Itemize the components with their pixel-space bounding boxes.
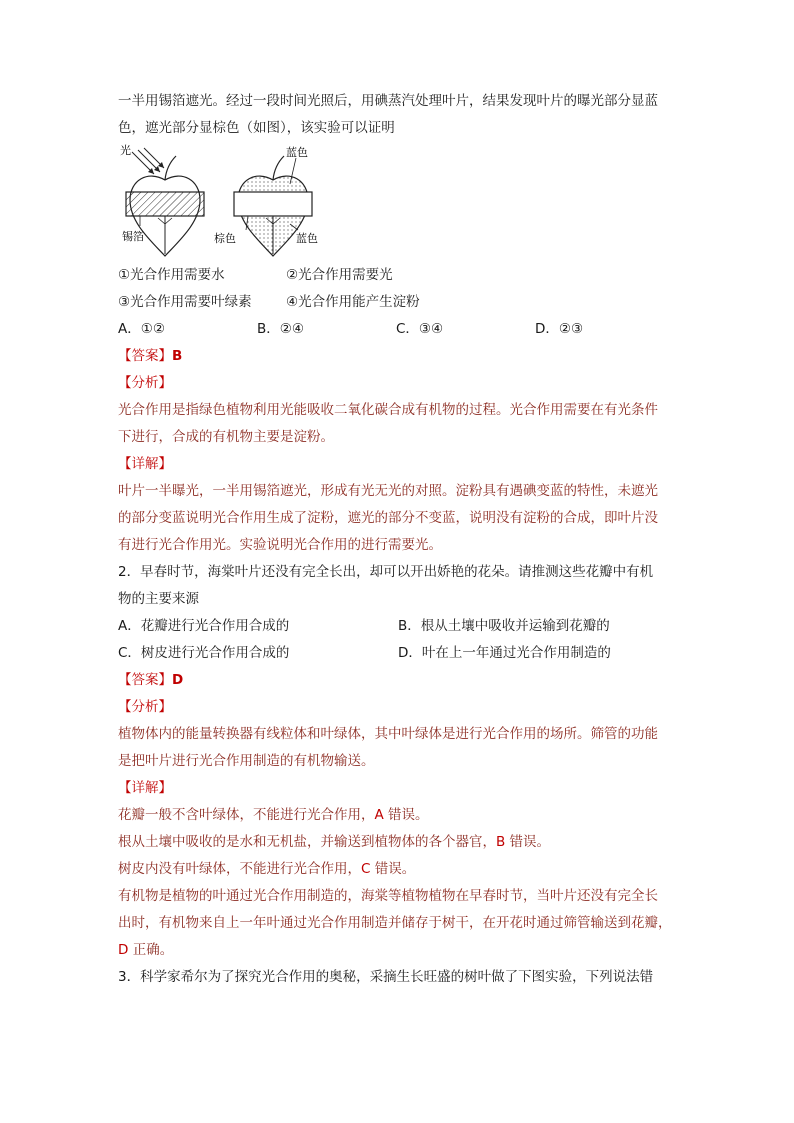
q2-options-row-2 <box>118 640 678 667</box>
q2-detail-d-post: 正确。 <box>128 942 174 958</box>
q2-option-c: C．树皮进行光合作用合成的 <box>118 645 290 661</box>
q2-options-row-1 <box>118 613 678 640</box>
q2-analysis-line-1: 植物体内的能量转换器有线粒体和叶绿体，其中叶绿体是进行光合作用的场所。筛管的功能 <box>118 726 658 742</box>
q1-statements-row-1 <box>118 262 678 289</box>
q2-detail-c-letter: C <box>361 861 371 877</box>
q2-detail-d-letter: D <box>118 942 129 958</box>
q2-detail-a-post: 错误。 <box>383 807 429 823</box>
q2-detail-tag: 【详解】 <box>118 780 172 796</box>
q2-stem-line-2: 物的主要来源 <box>118 591 199 607</box>
label-blue-top: 蓝色 <box>286 146 308 159</box>
label-foil: 锡箔 <box>122 230 144 243</box>
q2-analysis-line-2: 是把叶片进行光合作用制造的有机物输送。 <box>118 753 375 769</box>
q2-stem-line-1: 2．早春时节，海棠叶片还没有完全长出，却可以开出娇艳的花朵。请推测这些花瓣中有机 <box>118 564 654 580</box>
q2-detail-d-line-1: 有机物是植物的叶通过光合作用制造的，海棠等植物植物在早春时节，当叶片还没有完全长 <box>118 888 658 904</box>
q2-detail-a <box>118 802 678 829</box>
q1-option-d: D．②③ <box>535 321 584 337</box>
label-brown: 棕色 <box>214 232 236 245</box>
left-leaf <box>120 144 204 256</box>
q1-option-a: A．①② <box>118 321 165 337</box>
q2-detail-b-text: 根从土壤中吸收的是水和无机盐，并输送到植物体的各个器官， <box>118 834 496 850</box>
q2-detail-c-post: 错误。 <box>370 861 416 877</box>
q1-analysis-tag: 【分析】 <box>118 375 172 391</box>
statement-1: ①光合作用需要水 <box>118 267 225 283</box>
q1-options <box>118 316 678 343</box>
q2-detail-a-letter: A <box>374 807 384 823</box>
q1-analysis-line-2: 下进行，合成的有机物主要是淀粉。 <box>118 429 334 445</box>
document-page <box>118 88 678 991</box>
q1-stem-line-2: 色，遮光部分显棕色（如图），该实验可以证明 <box>118 120 395 136</box>
q2-answer <box>118 667 678 694</box>
q1-option-b: B．②④ <box>257 321 304 337</box>
q2-option-a: A．花瓣进行光合作用合成的 <box>118 618 290 634</box>
q1-answer-tag: 【答案】 <box>118 348 172 364</box>
statement-2: ②光合作用需要光 <box>286 267 393 283</box>
q2-detail-b-post: 错误。 <box>505 834 551 850</box>
leaf-diagram <box>118 144 338 262</box>
q2-option-b: B．根从土壤中吸收并运输到花瓣的 <box>398 618 610 634</box>
q1-answer-value: B <box>172 348 183 364</box>
q1-detail-tag: 【详解】 <box>118 456 172 472</box>
q2-detail-b-letter: B <box>496 834 506 850</box>
q2-detail-b <box>118 829 678 856</box>
q2-detail-a-text: 花瓣一般不含叶绿体，不能进行光合作用， <box>118 807 375 823</box>
q2-detail-c-text: 树皮内没有叶绿体，不能进行光合作用， <box>118 861 361 877</box>
q1-statements-row-2 <box>118 289 678 316</box>
q2-option-d: D．叶在上一年通过光合作用制造的 <box>398 645 611 661</box>
q2-answer-tag: 【答案】 <box>118 672 172 688</box>
statement-4: ④光合作用能产生淀粉 <box>286 294 420 310</box>
right-leaf <box>214 145 318 256</box>
q2-detail-d-line-2: 出时，有机物来自上一年叶通过光合作用制造并储存于树干，在开花时通过筛管输送到花瓣， <box>118 915 672 931</box>
statement-3: ③光合作用需要叶绿素 <box>118 294 252 310</box>
q1-detail-line-3: 有进行光合作用光。实验说明光合作用的进行需要光。 <box>118 537 442 553</box>
q1-option-c: C．③④ <box>396 321 444 337</box>
q2-answer-value: D <box>172 672 184 688</box>
q1-stem-line-1: 一半用锡箔遮光。经过一段时间光照后，用碘蒸汽处理叶片，结果发现叶片的曝光部分显蓝 <box>118 93 658 109</box>
q2-analysis-tag: 【分析】 <box>118 699 172 715</box>
q3-stem-line-1: 3．科学家希尔为了探究光合作用的奥秘，采摘生长旺盛的树叶做了下图实验，下列说法错 <box>118 969 654 985</box>
q2-detail-d-line-3 <box>118 937 678 964</box>
label-blue-bottom: 蓝色 <box>296 232 318 245</box>
q1-detail-line-1: 叶片一半曝光，一半用锡箔遮光，形成有光无光的对照。淀粉具有遇碘变蓝的特性，未遮光 <box>118 483 658 499</box>
label-light: 光 <box>120 144 131 157</box>
q1-answer <box>118 343 678 370</box>
leaf-experiment-figure <box>118 144 678 262</box>
q1-analysis-line-1: 光合作用是指绿色植物利用光能吸收二氧化碳合成有机物的过程。光合作用需要在有光条件 <box>118 402 658 418</box>
q2-detail-c <box>118 856 678 883</box>
q1-detail-line-2: 的部分变蓝说明光合作用生成了淀粉，遮光的部分不变蓝，说明没有淀粉的合成，即叶片没 <box>118 510 658 526</box>
